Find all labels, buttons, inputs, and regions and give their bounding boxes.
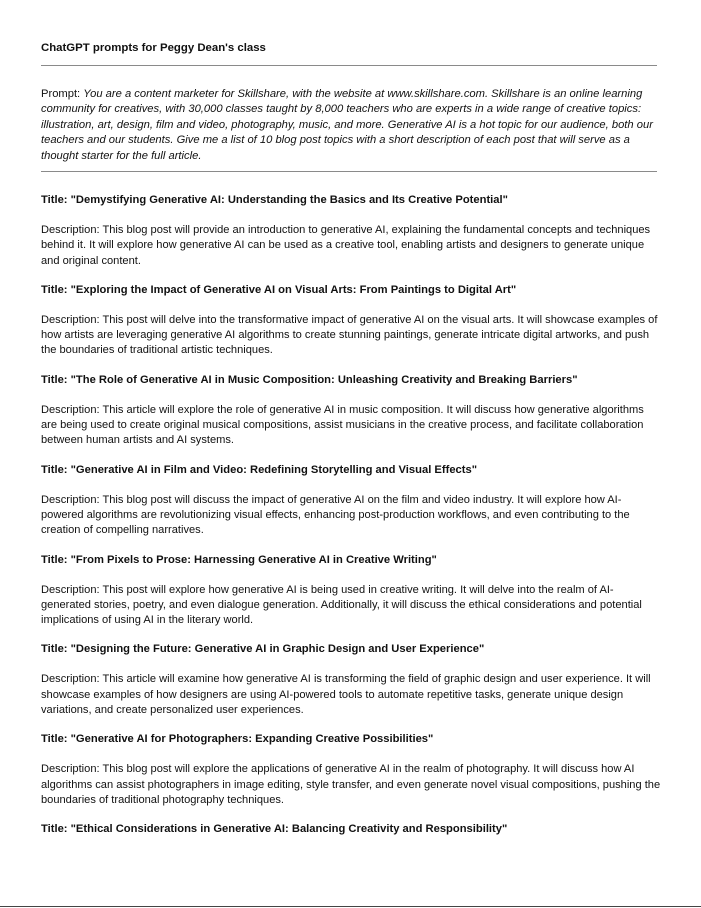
- post-description: Description: This blog post will discuss the impact of generative AI on the film and video industry. It will explore how AI-powered algorithms are revolutionizing visual effects, enhancing post-production workflows, and even contributing to the creation of compelling narratives.: [41, 493, 630, 537]
- post-title: Title: "Generative AI in Film and Video: Redefining Storytelling and Visual Effects": [41, 463, 478, 476]
- post-description: Description: This post will explore how generative AI is being used in creative writing. It will delve into the realm of AI-generated stories, poetry, and even dialogue generation. Additionally, it will discuss the ethical considerations and potential implications of using AI in the literary world.: [41, 583, 642, 627]
- divider-top: [41, 65, 657, 66]
- post-item: [41, 193, 661, 269]
- post-title: Title: "Generative AI for Photographers: Expanding Creative Possibilities": [41, 733, 434, 746]
- page-bottom-edge: [0, 906, 701, 907]
- post-item: [41, 553, 661, 629]
- post-title: Title: "Designing the Future: Generative AI in Graphic Design and User Experience": [41, 643, 485, 656]
- post-title: Title: "Ethical Considerations in Generative AI: Balancing Creativity and Responsibility": [41, 823, 508, 836]
- post-list: [41, 193, 661, 852]
- post-item: [41, 463, 661, 539]
- post-item: [41, 642, 661, 718]
- post-title: Title: "Demystifying Generative AI: Understanding the Basics and Its Creative Potential": [41, 194, 508, 206]
- prompt-text: You are a content marketer for Skillshare, with the website at www.skillshare.com. Skillshare is an online learning community for creatives, with 30,000 classes taught by 8,000 teachers who are experts in a wide range of creative topics: illustration, art, design, film and video, photography, music, and more. Generative AI is a hot topic for our audience, both our teachers and our students. Give me a list of 10 blog post topics with a short description of each post that will serve as a thought starter for the full article.: [41, 88, 653, 162]
- divider-prompt: [41, 171, 657, 172]
- post-description: Description: This post will delve into the transformative impact of generative AI on the visual arts. It will showcase examples of how artists are leveraging generative AI algorithms to create stunning paintings, generate intricate digital artworks, and push the boundaries of traditional artistic techniques.: [41, 313, 658, 357]
- post-title: Title: "From Pixels to Prose: Harnessing Generative AI in Creative Writing": [41, 553, 437, 566]
- post-item: [41, 822, 661, 836]
- post-item: [41, 732, 661, 808]
- post-item: [41, 373, 661, 449]
- post-description: Description: This blog post will provide an introduction to generative AI, explaining the fundamental concepts and techniques behind it. It will explore how generative AI can be used as a creative tool, enabling artists and designers to generate unique and original content.: [41, 224, 651, 267]
- prompt-paragraph: [41, 87, 659, 164]
- document-heading: ChatGPT prompts for Peggy Dean's class: [41, 42, 266, 54]
- prompt-label: Prompt:: [41, 88, 81, 100]
- post-description: Description: This article will explore the role of generative AI in music composition. It will discuss how generative algorithms are being used to create original musical compositions, assist musicians in the creative process, and facilitate collaboration between human artists and AI systems.: [41, 403, 644, 447]
- post-title: Title: "The Role of Generative AI in Music Composition: Unleashing Creativity and Breaking Barriers": [41, 373, 578, 386]
- post-title: Title: "Exploring the Impact of Generative AI on Visual Arts: From Paintings to Digital Art": [41, 283, 517, 296]
- post-description: Description: This article will examine how generative AI is transforming the field of graphic design and user experience. It will showcase examples of how designers are using AI-powered tools to automate repetitive tasks, generate unique design variations, and create personalized user experiences.: [41, 673, 651, 717]
- post-item: [41, 283, 661, 359]
- post-description: Description: This blog post will explore the applications of generative AI in the realm of photography. It will discuss how AI algorithms can assist photographers in image editing, style transfer, and even generate novel visual compositions, pushing the boundaries of traditional photography techniques.: [41, 763, 661, 806]
